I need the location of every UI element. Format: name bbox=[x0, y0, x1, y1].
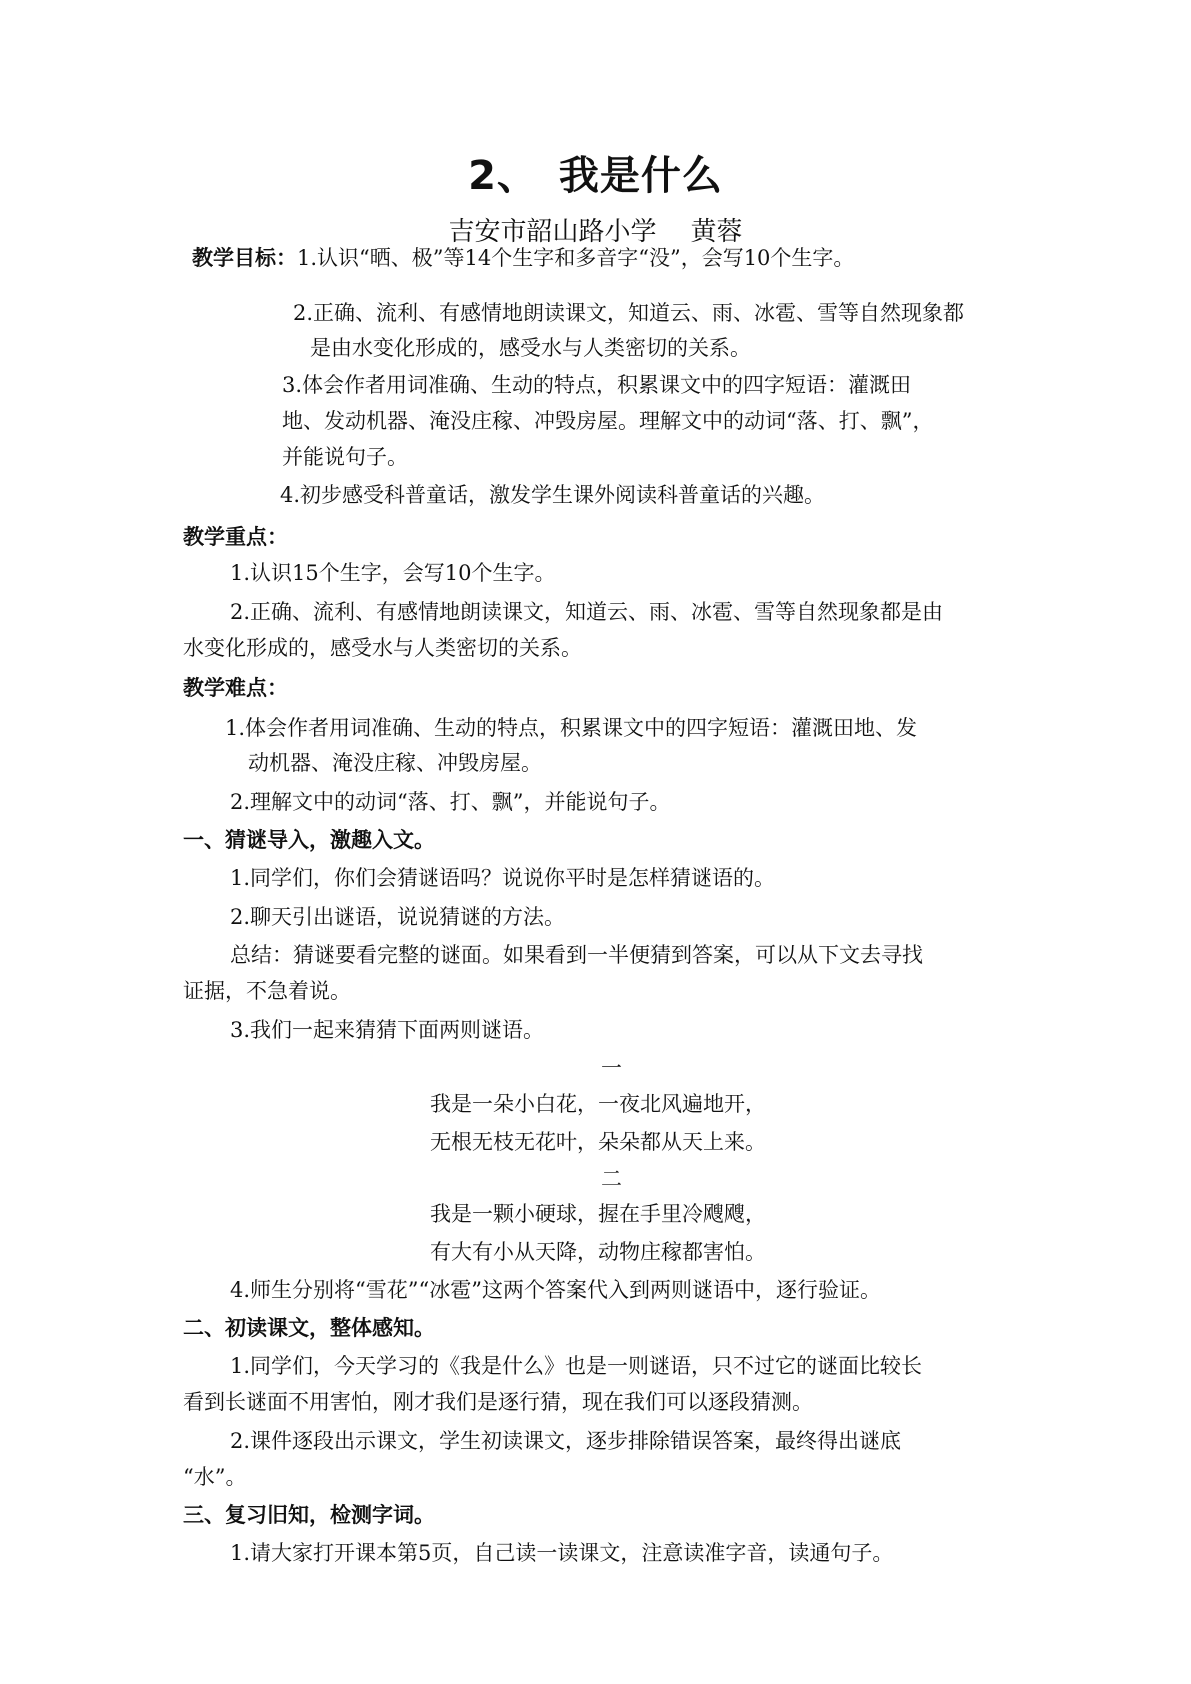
section-1-summary-line-1: 总结：猜谜要看完整的谜面。如果看到一半便猜到答案，可以从下文去寻找 bbox=[230, 943, 923, 967]
key-point-2-line-1: 2.正确、流利、有感情地朗读课文，知道云、雨、冰雹、雪等自然现象都是由 bbox=[230, 600, 944, 624]
riddle-2-number: 二 bbox=[601, 1167, 622, 1191]
section-2-item-2-line-2: “水”。 bbox=[183, 1465, 247, 1489]
section-1-item-4: 4.师生分别将“雪花”“冰雹”这两个答案代入到两则谜语中，逐行验证。 bbox=[230, 1278, 881, 1302]
section-3-heading: 三、复习旧知，检测字词。 bbox=[183, 1503, 435, 1527]
riddle-1-line-1: 我是一朵小白花，一夜北风遍地开， bbox=[430, 1092, 766, 1116]
objective-2-line-2: 是由水变化形成的，感受水与人类密切的关系。 bbox=[310, 336, 751, 360]
section-1-heading: 一、猜谜导入，激趣入文。 bbox=[183, 828, 435, 852]
objective-3-line-2: 地、发动机器、淹没庄稼、冲毁房屋。理解文中的动词“落、打、飘”， bbox=[282, 409, 934, 433]
section-1-item-1: 1.同学们，你们会猜谜语吗？说说你平时是怎样猜谜语的。 bbox=[230, 866, 776, 890]
section-2-item-2-line-1: 2.课件逐段出示课文，学生初读课文，逐步排除错误答案，最终得出谜底 bbox=[230, 1429, 902, 1453]
section-2-item-1-line-1: 1.同学们，今天学习的《我是什么》也是一则谜语，只不过它的谜面比较长 bbox=[230, 1354, 923, 1378]
difficulties-label: 教学难点： bbox=[183, 676, 288, 700]
objective-1: 1.认识“晒、极”等14个生字和多音字“没”，会写10个生字。 bbox=[297, 246, 855, 270]
riddle-1-number: 一 bbox=[601, 1056, 622, 1080]
objective-2-line-1: 2.正确、流利、有感情地朗读课文，知道云、雨、冰雹、雪等自然现象都 bbox=[293, 301, 965, 325]
key-points-label: 教学重点： bbox=[183, 525, 288, 549]
riddle-2-line-1: 我是一颗小硬球，握在手里冷飕飕， bbox=[430, 1202, 766, 1226]
section-1-item-2: 2.聊天引出谜语，说说猜谜的方法。 bbox=[230, 905, 566, 929]
objectives-line-1 bbox=[192, 243, 854, 273]
section-2-item-1-line-2: 看到长谜面不用害怕，刚才我们是逐行猜，现在我们可以逐段猜测。 bbox=[183, 1390, 813, 1414]
key-point-1: 1.认识15个生字，会写10个生字。 bbox=[230, 561, 556, 585]
section-1-item-3: 3.我们一起来猜猜下面两则谜语。 bbox=[230, 1018, 545, 1042]
riddle-1-line-2: 无根无枝无花叶，朵朵都从天上来。 bbox=[430, 1130, 766, 1154]
section-3-item-1: 1.请大家打开课本第5页，自己读一读课文，注意读准字音，读通句子。 bbox=[230, 1541, 894, 1565]
difficulty-2: 2.理解文中的动词“落、打、飘”，并能说句子。 bbox=[230, 790, 671, 814]
school-name: 吉安市韶山路小学 bbox=[448, 217, 657, 247]
section-1-summary-line-2: 证据，不急着说。 bbox=[183, 979, 351, 1003]
riddle-2-line-2: 有大有小从天降，动物庄稼都害怕。 bbox=[430, 1240, 766, 1264]
difficulty-1-line-2: 动机器、淹没庄稼、冲毁房屋。 bbox=[248, 751, 542, 775]
objective-4: 4.初步感受科普童话，激发学生课外阅读科普童话的兴趣。 bbox=[280, 483, 826, 507]
key-point-2-line-2: 水变化形成的，感受水与人类密切的关系。 bbox=[183, 636, 582, 660]
difficulty-1-line-1: 1.体会作者用词准确、生动的特点，积累课文中的四字短语：灌溉田地、发 bbox=[225, 716, 918, 740]
section-2-heading: 二、初读课文，整体感知。 bbox=[183, 1316, 435, 1340]
lesson-title: 2、 我是什么 bbox=[468, 153, 723, 199]
author-name: 黄蓉 bbox=[690, 217, 743, 247]
objective-3-line-1: 3.体会作者用词准确、生动的特点，积累课文中的四字短语：灌溉田 bbox=[282, 373, 912, 397]
objective-3-line-3: 并能说句子。 bbox=[282, 445, 408, 469]
objectives-label: 教学目标： bbox=[192, 246, 297, 270]
